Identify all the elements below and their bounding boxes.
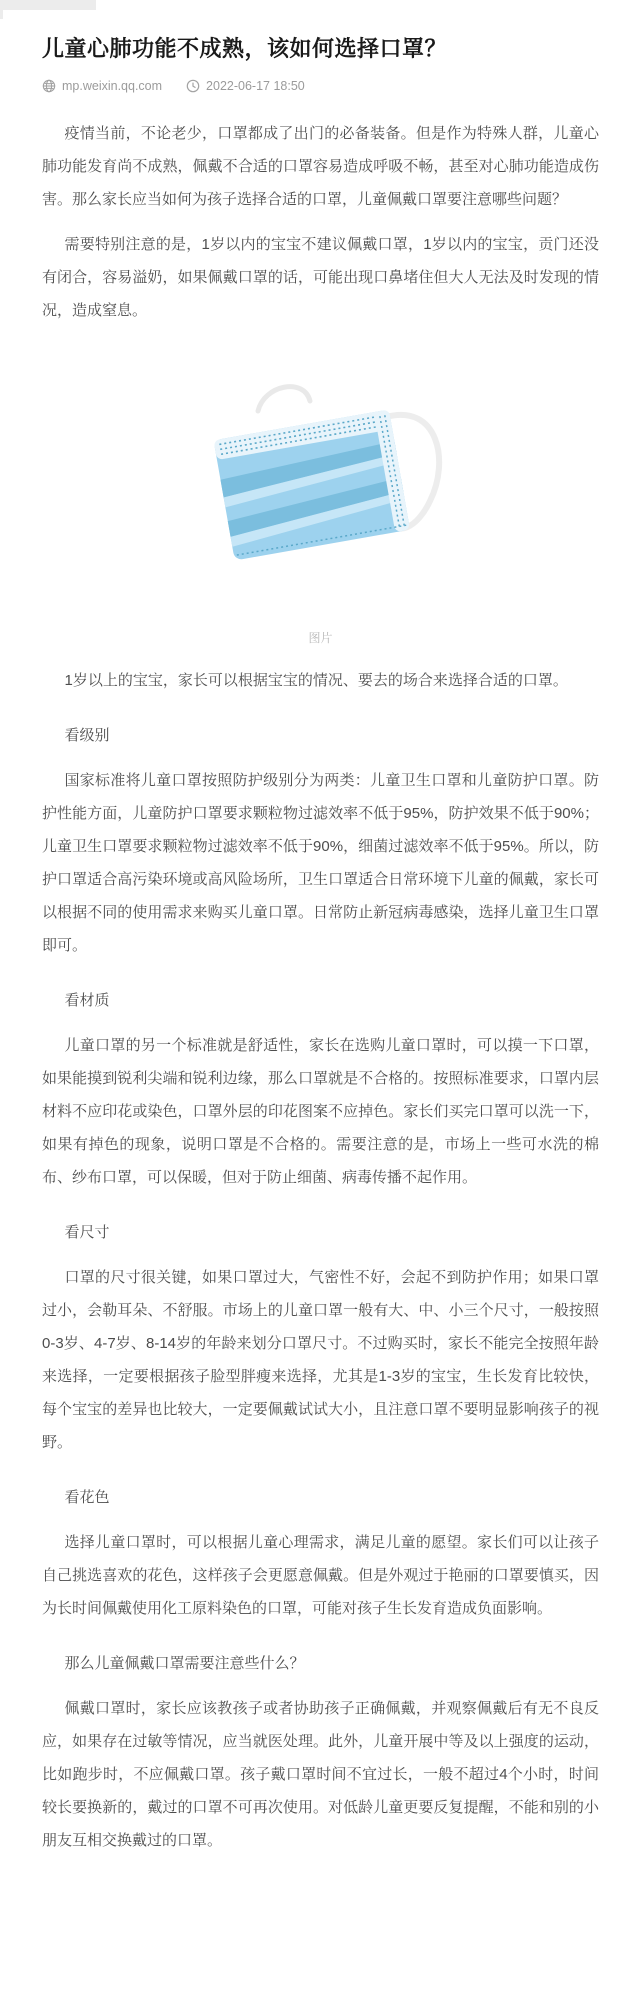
section-heading-precautions: 那么儿童佩戴口罩需要注意些什么？ bbox=[64, 1654, 305, 1672]
page-corner-artifact bbox=[0, 0, 96, 10]
time-item bbox=[186, 79, 305, 93]
paragraph-intro: 疫情当前，不论老少，口罩都成了出门的必备装备。但是作为特殊人群，儿童心肺功能发育尚不成熟，佩戴不合适的口罩容易造成呼吸不畅，甚至对心肺功能造成伤害。那么家长应当如何为孩子选择合适的口罩，儿童佩戴口罩要注意哪些问题？ bbox=[42, 124, 599, 208]
paragraph-over-one: 1岁以上的宝宝，家长可以根据宝宝的情况、要去的场合来选择合适的口罩。 bbox=[64, 671, 568, 689]
image-caption: 图片 bbox=[308, 630, 333, 645]
page-corner-artifact-sliver bbox=[0, 0, 3, 19]
paragraph-precautions: 佩戴口罩时，家长应该教孩子或者协助孩子正确佩戴，并观察佩戴后有无不良反应，如果存在过敏等情况，应当就医处理。此外，儿童开展中等及以上强度的运动，比如跑步时，不应佩戴口罩。孩子戴口罩时间不宜过长，一般不超过4个小时，时间较长要换新的，戴过的口罩不可再次使用。对低龄儿童更要反复提醒，不能和别的小朋友互相交换戴过的口罩。 bbox=[42, 1699, 599, 1849]
page-title: 儿童心肺功能不成熟，该如何选择口罩？ bbox=[42, 36, 448, 61]
source-item bbox=[42, 79, 162, 93]
clock-icon bbox=[186, 79, 200, 93]
article-image-figure bbox=[42, 375, 599, 646]
paragraph-grade: 国家标准将儿童口罩按照防护级别分为两类：儿童卫生口罩和儿童防护口罩。防护性能方面，儿童防护口罩要求颗粒物过滤效率不低于95%，防护效果不低于90%；儿童卫生口罩要求颗粒物过滤效率不低于90%，细菌过滤效率不低于95%。所以，防护口罩适合高污染环境或高风险场所，卫生口罩适合日常环境下儿童的佩戴，家长可以根据不同的使用需求来购买儿童口罩。日常防止新冠病毒感染，选择儿童卫生口罩即可。 bbox=[42, 771, 599, 954]
section-heading-pattern: 看花色 bbox=[64, 1488, 110, 1506]
section-heading-size: 看尺寸 bbox=[64, 1223, 110, 1241]
section-heading-grade: 看级别 bbox=[64, 726, 110, 744]
globe-icon bbox=[42, 79, 56, 93]
section-heading-material: 看材质 bbox=[64, 991, 110, 1009]
paragraph-material: 儿童口罩的另一个标准就是舒适性，家长在选购儿童口罩时，可以摸一下口罩，如果能摸到锐利尖端和锐利边缘，那么口罩就是不合格的。按照标准要求，口罩内层材料不应印花或染色，口罩外层的印花图案不应掉色。家长们买完口罩可以洗一下，如果有掉色的现象，说明口罩是不合格的。需要注意的是，市场上一些可水洗的棉布、纱布口罩，可以保暖，但对于防止细菌、病毒传播不起作用。 bbox=[42, 1036, 599, 1186]
published-time: 2022-06-17 18:50 bbox=[206, 78, 305, 93]
surgical-mask-photo[interactable] bbox=[42, 375, 599, 571]
article-meta bbox=[42, 79, 599, 93]
paragraph-size: 口罩的尺寸很关键，如果口罩过大，气密性不好，会起不到防护作用；如果口罩过小，会勒耳朵、不舒服。市场上的儿童口罩一般有大、中、小三个尺寸，一般按照0-3岁、4-7岁、8-14岁的年龄来划分口罩尺寸。不过购买时，家长不能完全按照年龄来选择，一定要根据孩子脸型胖瘦来选择，尤其是1-3岁的宝宝，生长发育比较快，每个宝宝的差异也比较大，一定要佩戴试试大小，且注意口罩不要明显影响孩子的视野。 bbox=[42, 1268, 599, 1451]
paragraph-under-one: 需要特别注意的是，1岁以内的宝宝不建议佩戴口罩，1岁以内的宝宝，贡门还没有闭合，容易溢奶，如果佩戴口罩的话，可能出现口鼻堵住但大人无法及时发现的情况，造成窒息。 bbox=[42, 235, 599, 319]
source-url: mp.weixin.qq.com bbox=[62, 78, 163, 93]
paragraph-pattern: 选择儿童口罩时，可以根据儿童心理需求，满足儿童的愿望。家长们可以让孩子自己挑选喜欢的花色，这样孩子会更愿意佩戴。但是外观过于艳丽的口罩要慎买，因为长时间佩戴使用化工原料染色的口罩，可能对孩子生长发育造成负面影响。 bbox=[42, 1533, 599, 1617]
